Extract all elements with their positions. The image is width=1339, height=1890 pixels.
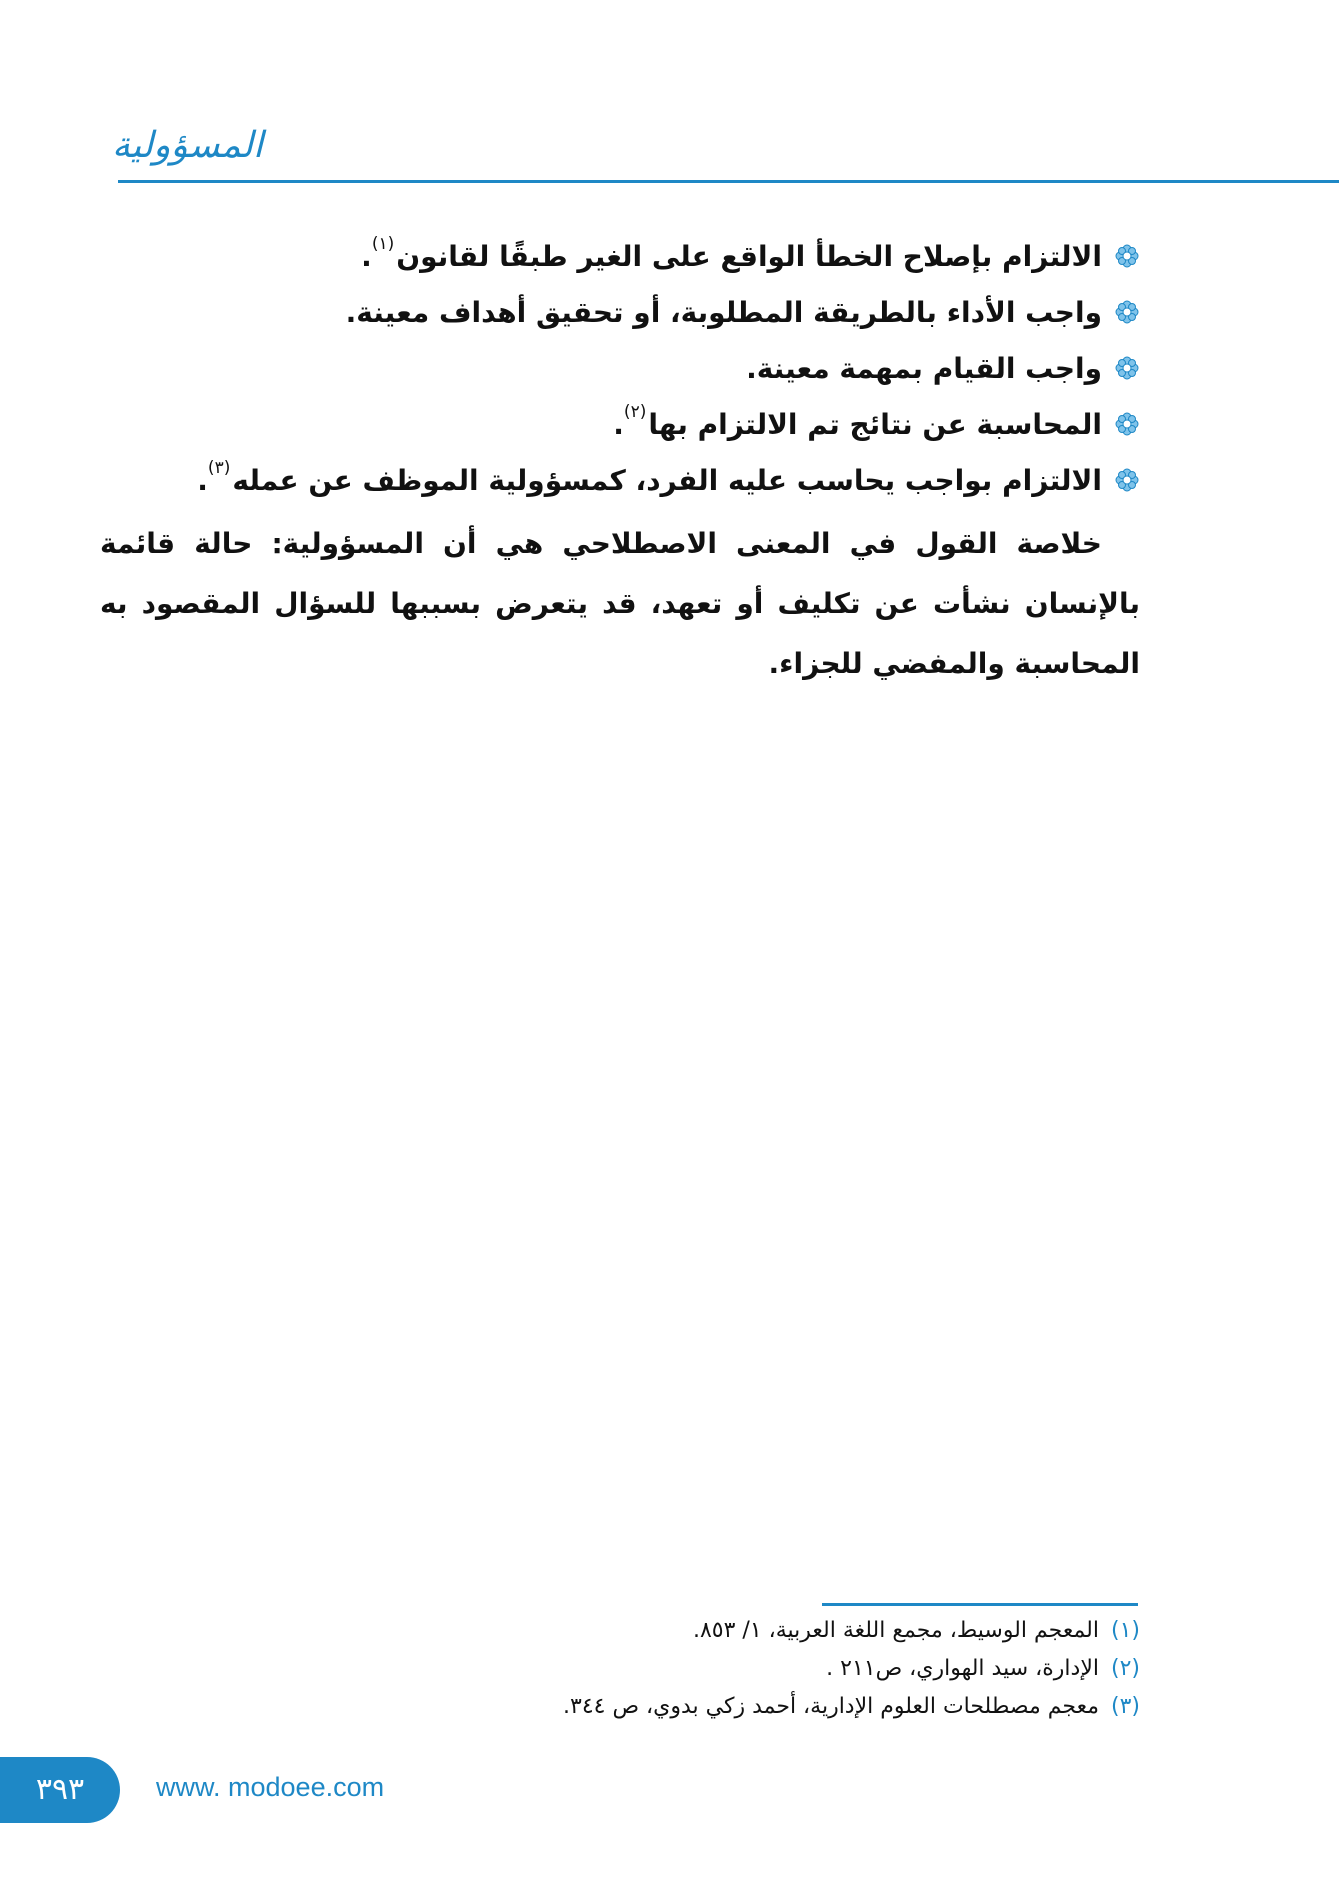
list-item-text: المحاسبة عن نتائج تم الالتزام بها	[648, 407, 1102, 441]
flower-bullet-icon	[1114, 299, 1140, 325]
flower-bullet-icon	[1114, 467, 1140, 493]
list-item-end: .	[361, 239, 372, 273]
flower-bullet-icon	[1114, 411, 1140, 437]
footnote-number: (٢)	[1110, 1656, 1140, 1681]
footnote-number: (٣)	[1110, 1694, 1140, 1719]
footnote-ref: (٢)	[623, 402, 647, 422]
list-item-end: .	[613, 407, 624, 441]
website-link[interactable]: www. modoee.com	[156, 1772, 385, 1802]
footnote	[380, 1618, 1140, 1656]
footnote	[380, 1656, 1140, 1694]
summary-paragraph: خلاصة القول في المعنى الاصطلاحي هي أن المسؤولية: حالة قائمة بالإنسان نشأت عن تكليف أو تعهد، قد يتعرض بسببها للسؤال المقصود به المحاسبة والمفضي للجزاء.	[100, 527, 1140, 680]
footnote-rule	[822, 1603, 1138, 1606]
list-item-text: الالتزام بإصلاح الخطأ الواقع على الغير طبقًا لقانون	[396, 239, 1102, 273]
footnote-number: (١)	[1110, 1618, 1140, 1643]
page-number: ٣٩٣	[0, 1757, 120, 1823]
flower-bullet-icon	[1114, 243, 1140, 269]
list-item	[100, 396, 1140, 452]
flower-bullet-icon	[1114, 355, 1140, 381]
list-item-text: واجب القيام بمهمة معينة.	[746, 351, 1102, 385]
footnote	[380, 1694, 1140, 1732]
footnote-ref: (٣)	[207, 458, 231, 478]
list-item-end: .	[197, 463, 208, 497]
list-item	[100, 228, 1140, 284]
list-item-text: واجب الأداء بالطريقة المطلوبة، أو تحقيق أهداف معينة.	[345, 295, 1102, 329]
list-item-text: الالتزام بواجب يحاسب عليه الفرد، كمسؤولية الموظف عن عمله	[232, 463, 1102, 497]
list-item	[100, 284, 1140, 340]
main-content	[100, 228, 1140, 694]
header-rule	[118, 180, 1339, 183]
running-header-title: المسؤولية	[112, 125, 264, 166]
definition-list	[100, 228, 1140, 508]
footnotes	[380, 1618, 1140, 1732]
footnote-text: المعجم الوسيط، مجمع اللغة العربية، ١/ ٨٥٣.	[692, 1618, 1099, 1643]
list-item	[100, 340, 1140, 396]
list-item	[100, 452, 1140, 508]
footnote-text: معجم مصطلحات العلوم الإدارية، أحمد زكي بدوي، ص ٣٤٤.	[563, 1694, 1099, 1719]
footnote-text: الإدارة، سيد الهواري، ص٢١١ .	[826, 1656, 1099, 1681]
footnote-ref: (١)	[371, 234, 395, 254]
